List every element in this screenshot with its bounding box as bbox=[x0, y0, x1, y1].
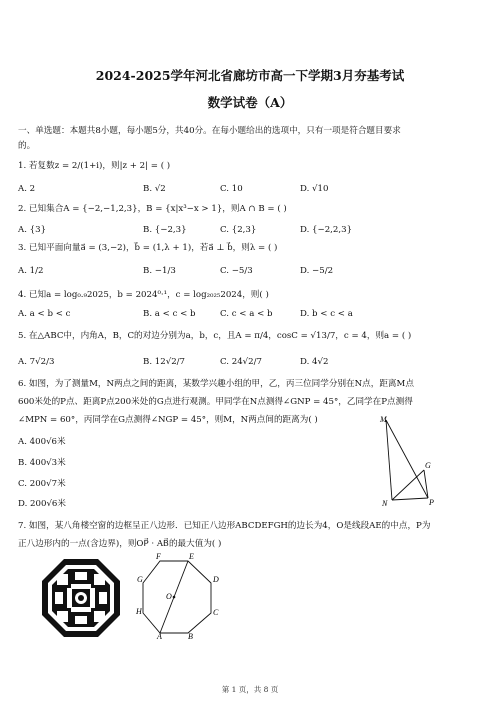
question-5-stem: 5. 在△ABC中，内角A，B，C的对边分别为a，b，c，且A = π/4，cosC = √13/7，c = 4，则a = ( ) bbox=[18, 331, 412, 341]
label-m: M bbox=[380, 415, 387, 424]
q3-option-b: B. −1/3 bbox=[143, 266, 176, 276]
q1-option-d: D. √10 bbox=[300, 184, 329, 194]
question-6-stem-3: ∠MPN = 60°，丙同学在G点测得∠NGP = 45°，则M，N两点间的距离为( ) bbox=[18, 415, 318, 425]
q4-option-d: D. b < c < a bbox=[300, 309, 353, 319]
q6-option-b: B. 400√3米 bbox=[18, 458, 66, 468]
exam-subtitle: 数学试卷（A） bbox=[207, 95, 293, 110]
q1-option-c: C. 10 bbox=[220, 184, 243, 194]
q6-option-a: A. 400√6米 bbox=[18, 437, 66, 447]
q5-option-a: A. 7√2/3 bbox=[18, 357, 55, 367]
q6-option-d: D. 200√6米 bbox=[18, 499, 66, 509]
q5-option-d: D. 4√2 bbox=[300, 357, 329, 367]
q6-option-c: C. 200√7米 bbox=[18, 479, 66, 489]
q4-option-c: C. c < a < b bbox=[220, 309, 273, 319]
q4-option-b: B. a < c < b bbox=[143, 309, 196, 319]
section-intro: 一、单选题：本题共8小题，每小题5分，共40分。在每小题给出的选项中，只有一项是符合题目要求 bbox=[18, 126, 401, 136]
question-2-stem: 2. 已知集合A = {−2,−1,2,3}，B = {x|x³−x > 1}，则A ∩ B = ( ) bbox=[18, 204, 287, 214]
q4-option-a: A. a < b < c bbox=[18, 309, 71, 319]
question-3-stem: 3. 已知平面向量a⃗ = (3,−2)，b⃗ = (1,λ + 1)，若a⃗ ⊥ b⃗，则λ = ( ) bbox=[18, 243, 278, 253]
q1-option-a: A. 2 bbox=[18, 184, 36, 194]
label-c: C bbox=[213, 608, 219, 617]
question-6-stem-1: 6. 如图，为了测量M，N两点之间的距离，某数学兴趣小组的甲，乙，丙三位同学分别在N点，距离M点 bbox=[18, 379, 414, 389]
q5-option-b: B. 12√2/7 bbox=[143, 357, 186, 367]
q5-option-c: C. 24√2/7 bbox=[220, 357, 262, 367]
q3-option-d: D. −5/2 bbox=[300, 266, 334, 276]
label-o: O bbox=[166, 592, 172, 601]
question-6-stem-2: 600米处的P点、距离P点200米处的G点进行观测。甲同学在N点测得∠GNP = 45°，乙同学在P点测得 bbox=[18, 397, 413, 407]
q1-option-b: B. √2 bbox=[143, 184, 166, 194]
label-e: E bbox=[189, 553, 194, 561]
section-intro-cont: 的。 bbox=[18, 141, 36, 151]
question-7-stem-2: 正八边形内的一点(含边界)，则OP⃗ · AB⃗的最大值为( ) bbox=[18, 539, 222, 549]
octagon-window-illustration bbox=[40, 557, 122, 639]
label-b: B bbox=[188, 632, 193, 639]
question-4-stem: 4. 已知a = log₀.₉2025，b = 2024⁰·¹，c = log₂₀₂₅2024，则( ) bbox=[18, 290, 269, 300]
q2-option-a: A. {3} bbox=[18, 225, 47, 235]
question-7-stem-1: 7. 如图，某八角楼空窗的边框呈正八边形．已知正八边形ABCDEFGH的边长为4，O是线段AE的中点，P为 bbox=[18, 521, 431, 531]
figure-7-octagon bbox=[133, 553, 231, 639]
q3-option-a: A. 1/2 bbox=[18, 266, 44, 276]
q3-option-c: C. −5/3 bbox=[220, 266, 253, 276]
label-d: D bbox=[213, 575, 219, 584]
label-g: G bbox=[425, 461, 431, 470]
label-f: F bbox=[156, 553, 161, 561]
figure-6-diagram bbox=[372, 414, 442, 508]
label-n: N bbox=[382, 499, 388, 508]
q2-option-b: B. {−2,3} bbox=[143, 225, 187, 235]
label-h: H bbox=[136, 607, 142, 616]
page-footer: 第 1 页，共 8 页 bbox=[221, 685, 279, 694]
q2-option-c: C. {2,3} bbox=[220, 225, 257, 235]
question-1-stem: 1. 若复数z = 2/(1+i)，则|z + 2| = ( ) bbox=[18, 161, 171, 171]
label-p: P bbox=[429, 498, 434, 507]
label-g: G bbox=[137, 575, 143, 584]
q2-option-d: D. {−2,2,3} bbox=[300, 225, 353, 235]
exam-title: 2024-2025学年河北省廊坊市高一下学期3月夯基考试 bbox=[95, 68, 405, 83]
label-a: A bbox=[157, 632, 162, 639]
